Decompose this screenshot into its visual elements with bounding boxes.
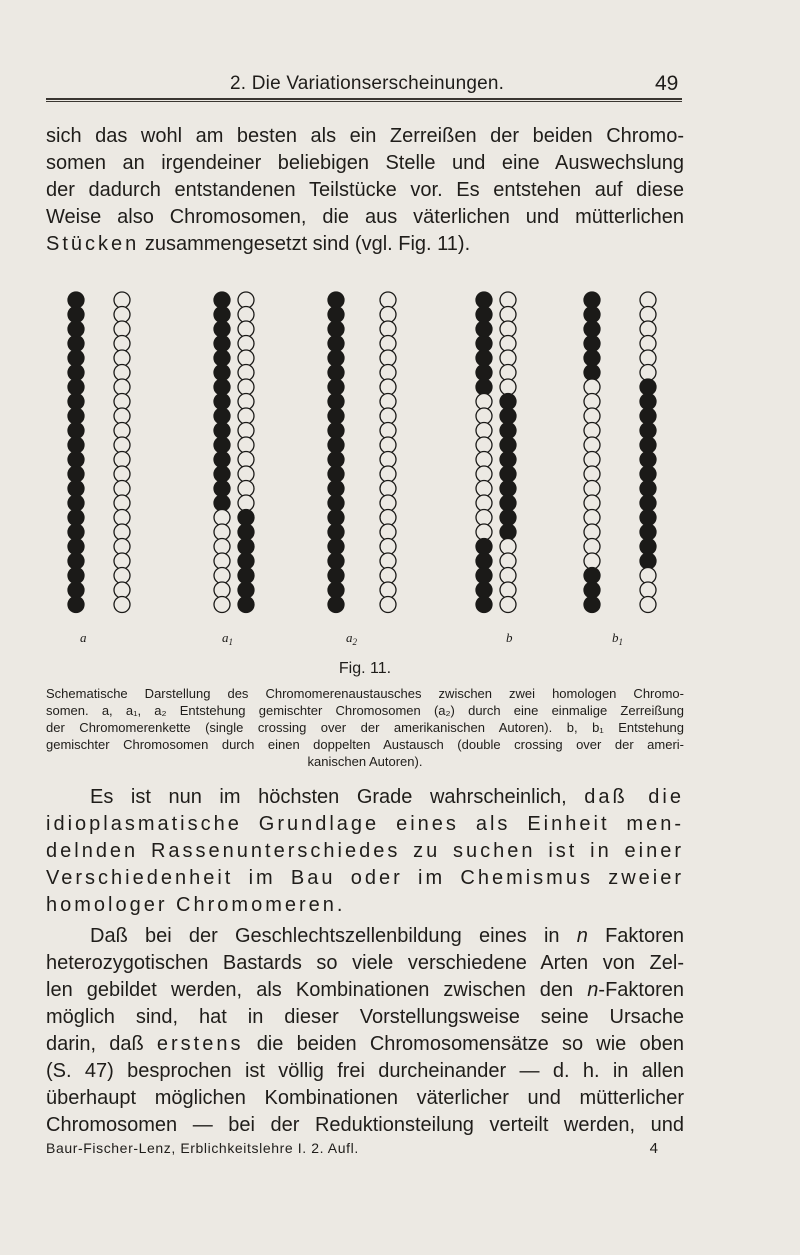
figure-label: a [80,630,87,645]
chromomere-black [500,423,516,439]
chromomere-black [500,437,516,453]
chromomere-black [584,336,600,352]
chromomere-black [68,597,84,613]
chromomere-white [114,481,130,497]
chromomere-black [68,423,84,439]
chromomere-white [238,350,254,366]
chromomere-white [114,365,130,381]
chromomere-black [584,307,600,323]
chromomere-white [476,408,492,424]
caption-line: Schematische Darstellung des Chromomerenaustausches zwischen zwei homologen Chromo- [46,686,684,701]
chromomere-white [114,408,130,424]
text-line: Verschiedenheit im Bau oder im Chemismus zweier [46,867,684,889]
text-line: der dadurch entstandenen Teilstücke vor. Es entstehen auf diese [46,179,684,201]
chromomere-black [214,307,230,323]
chromomere-black [68,292,84,308]
chromomere-black [328,350,344,366]
chromomere-black [476,568,492,584]
chromomere-black [328,321,344,337]
chromomere-white [500,307,516,323]
chromomere-white [380,510,396,526]
chromomere-white [238,336,254,352]
caption-line: somen. a, a₁, a₂ Entstehung gemischter Chromosomen (a₂) durch eine einmalige Zerreißung [46,703,684,718]
chromomere-white [584,524,600,540]
chromomere-white [500,379,516,395]
chromomere-black [640,481,656,497]
chromomere-black [214,321,230,337]
text-line [46,923,684,950]
chromomere-black [214,350,230,366]
chromomere-white [114,539,130,555]
chromosome-pair [68,292,130,613]
chromomere-black [584,582,600,598]
chromomere-black [68,437,84,453]
chromomere-white [584,466,600,482]
chromomere-black [640,379,656,395]
chromomere-white [584,408,600,424]
chromomere-black [214,495,230,511]
chromomere-white [238,292,254,308]
chromomere-black [328,365,344,381]
chromomere-white [640,307,656,323]
chromomere-white [380,539,396,555]
chromomere-black [640,495,656,511]
running-header-title: 2. Die Variationserscheinungen. [230,73,505,94]
chromomere-black [214,408,230,424]
text-line: somen an irgendeiner beliebigen Stelle und eine Auswechslung [46,152,684,174]
chromomere-white [380,582,396,598]
chromomere-black [328,553,344,569]
chromomere-white [380,379,396,395]
chromomere-white [114,568,130,584]
chromomere-white [584,379,600,395]
chromomere-black [214,481,230,497]
chromomere-black [328,510,344,526]
chromomere-white [500,539,516,555]
chromomere-white [476,466,492,482]
chromomere-white [238,307,254,323]
text-line: heterozygotischen Bastards so viele verschiedene Arten von Zel- [46,952,684,974]
chromomere-white [380,524,396,540]
chromomere-white [640,582,656,598]
chromomere-white [640,292,656,308]
chromomere-black [328,379,344,395]
chromomere-black [68,553,84,569]
chromomere-black [214,437,230,453]
chromomere-black [214,452,230,468]
figure-label: $b_1$ [612,630,623,647]
chromomere-white [584,423,600,439]
chromomere-white [238,365,254,381]
chromomere-white [380,365,396,381]
chromomere-white [114,394,130,410]
chromomere-white [238,466,254,482]
chromomere-white [238,495,254,511]
chromomere-black [68,481,84,497]
chromomere-white [380,452,396,468]
chromomere-white [114,423,130,439]
chromomere-black [476,292,492,308]
text-fragment: Daß bei der Geschlechtszellenbildung eines in [90,925,560,947]
chromomere-black [584,568,600,584]
paragraph-1 [46,123,684,258]
chromomere-black [214,423,230,439]
text-fragment: zusammengesetzt sind (vgl. Fig. 11). [144,233,471,255]
chromomere-white [640,568,656,584]
figure-caption [46,685,684,770]
chromomere-white [500,568,516,584]
chromomere-white [114,336,130,352]
chromomere-white [476,510,492,526]
caption-line: der Chromomerenkette (single crossing over der amerikanischen Autoren). b, b₁ Entstehung [46,720,684,735]
chromomere-white [640,597,656,613]
chromomere-white [640,365,656,381]
chromomere-white [380,423,396,439]
chromomere-black [68,466,84,482]
chromosome-pair [214,292,254,613]
chromomere-white [114,582,130,598]
chromomere-black [328,423,344,439]
chromomere-black [68,350,84,366]
chromomere-white [380,437,396,453]
chromomere-white [380,350,396,366]
chromomere-black [476,321,492,337]
chromomere-black [68,524,84,540]
italic-variable: n [576,925,588,947]
chromomere-white [640,336,656,352]
chromomere-white [238,408,254,424]
chromomere-white [500,582,516,598]
chromomere-black [328,568,344,584]
footer-citation: Baur-Fischer-Lenz, Erblichkeitslehre I. 2. Aufl. [46,1140,359,1156]
chromomere-black [640,423,656,439]
text-fragment: darin, daß [46,1033,144,1055]
chromomere-white [380,481,396,497]
caption-line: gemischter Chromosomen durch einen doppelten Austausch (double crossing over der ameri- [46,737,684,752]
figure-title: Fig. 11. [338,660,392,677]
chromomere-white [114,510,130,526]
chromomere-white [584,495,600,511]
chromomere-white [380,466,396,482]
chromomere-white [238,452,254,468]
chromomere-black [500,524,516,540]
header-rule [46,98,682,100]
figure-label: b [506,630,513,645]
text-line: delnden Rassenunterschiedes zu suchen ist in einer [46,840,684,862]
chromomere-black [68,321,84,337]
chromomere-black [640,510,656,526]
chromomere-black [476,379,492,395]
chromomere-white [584,452,600,468]
chromomere-black [476,553,492,569]
chromomere-white [114,379,130,395]
chromosome-pair [584,292,656,613]
chromomere-white [114,292,130,308]
chromomere-black [500,495,516,511]
chromomere-black [68,568,84,584]
chromomere-black [500,481,516,497]
text-fragment: die beiden Chromosomensätze so wie oben [256,1033,684,1055]
chromomere-black [328,481,344,497]
text-fragment: -Faktoren [598,979,684,1001]
chromomere-black [640,437,656,453]
text-fragment: len gebildet werden, als Kombinationen zwischen den [46,979,574,1001]
caption-line: kanischen Autoren). [307,754,423,769]
chromomere-white [476,394,492,410]
chromomere-white [380,597,396,613]
chromomere-white [584,510,600,526]
chromomere-white [476,423,492,439]
chromomere-white [114,437,130,453]
figure-label-subscript: 2 [352,637,357,647]
chromomere-white [238,423,254,439]
chromomere-white [640,350,656,366]
italic-variable: n [587,979,599,1001]
text-line: überhaupt möglichen Kombinationen väterlicher und mütterlicher [46,1087,684,1109]
chromomere-white [380,336,396,352]
text-fragment: Es ist nun im höchsten Grade wahrscheinlich, [90,786,567,808]
chromomere-black [500,466,516,482]
chromomere-black [328,336,344,352]
chromomere-black [214,292,230,308]
chromomere-black [238,510,254,526]
chromomere-white [380,568,396,584]
chromosome-pair [328,292,396,613]
chromomere-white [584,539,600,555]
chromomere-white [380,408,396,424]
chromomere-white [476,452,492,468]
text-line [46,1031,684,1058]
signature-mark: 4 [649,1140,658,1157]
chromomere-black [584,321,600,337]
chromomere-white [476,481,492,497]
chromomere-black [328,582,344,598]
chromomere-white [584,437,600,453]
text-line: Weise also Chromosomen, die aus väterlichen und mütterlichen [46,206,684,228]
chromomere-white [214,539,230,555]
chromomere-black [476,597,492,613]
chromomere-black [214,336,230,352]
chromosome-figure [40,280,700,660]
text-line: homologer Chromomeren. [46,894,346,916]
chromomere-black [584,597,600,613]
chromomere-black [238,539,254,555]
chromomere-black [68,582,84,598]
text-line: sich das wohl am besten als ein Zerreißen der beiden Chromo- [46,125,684,147]
chromomere-black [238,568,254,584]
chromomere-white [238,394,254,410]
chromomere-black [68,336,84,352]
figure-label: $a_2$ [346,630,357,647]
chromomere-white [114,553,130,569]
chromomere-black [328,539,344,555]
chromomere-black [640,524,656,540]
chromomere-white [114,597,130,613]
chromomere-white [500,336,516,352]
text-fragment: Faktoren [605,925,684,947]
chromomere-white [380,321,396,337]
chromomere-white [214,510,230,526]
chromomere-white [114,452,130,468]
chromomere-black [68,510,84,526]
chromomere-black [500,452,516,468]
chromomere-white [476,437,492,453]
chromomere-black [640,394,656,410]
chromomere-black [584,365,600,381]
chromomere-black [68,379,84,395]
spaced-phrase: daß die [584,786,684,808]
chromomere-black [214,365,230,381]
chromomere-black [476,365,492,381]
chromomere-black [328,452,344,468]
chromomere-white [584,553,600,569]
chromomere-black [476,336,492,352]
chromomere-black [68,539,84,555]
chromomere-black [476,350,492,366]
chromomere-black [328,495,344,511]
chromomere-white [500,321,516,337]
figure-label: $a_1$ [222,630,233,647]
chromomere-black [238,553,254,569]
chromomere-black [500,408,516,424]
chromomere-black [68,394,84,410]
chromomere-white [214,568,230,584]
chromomere-white [214,524,230,540]
text-line [46,977,684,1004]
chromomere-white [238,321,254,337]
chromomere-black [584,292,600,308]
chromomere-black [584,350,600,366]
chromomere-black [68,452,84,468]
figure-drawing [40,280,700,660]
chromomere-black [68,307,84,323]
figure-label-subscript: 1 [618,637,623,647]
chromomere-black [640,539,656,555]
chromomere-black [640,466,656,482]
chromomere-white [380,495,396,511]
text-line: (S. 47) besprochen ist völlig frei durcheinander — d. h. in allen [46,1060,684,1082]
text-line: möglich sind, hat in dieser Vorstellungsweise seine Ursache [46,1006,684,1028]
chromomere-white [500,292,516,308]
chromomere-black [640,452,656,468]
chromomere-black [500,394,516,410]
chromomere-white [114,466,130,482]
paragraph-3 [46,923,684,1139]
chromomere-black [68,495,84,511]
chromomere-white [114,524,130,540]
chromomere-white [238,481,254,497]
chromomere-black [68,365,84,381]
chromomere-white [380,307,396,323]
chromomere-white [500,553,516,569]
chromomere-white [114,321,130,337]
chromomere-black [328,466,344,482]
chromomere-black [328,437,344,453]
chromomere-white [114,350,130,366]
page-number: 49 [655,72,679,95]
chromomere-white [476,524,492,540]
chromomere-white [214,582,230,598]
chromomere-white [584,394,600,410]
chromomere-white [584,481,600,497]
chromomere-black [214,379,230,395]
chromomere-white [114,307,130,323]
header-rule-thin [46,101,682,102]
chromomere-black [328,307,344,323]
chromomere-black [238,582,254,598]
chromomere-black [476,307,492,323]
text-line: Chromosomen — bei der Reduktionsteilung verteilt werden, und [46,1114,684,1136]
chromomere-black [214,466,230,482]
text-line [46,784,684,811]
chromomere-white [214,553,230,569]
chromomere-white [500,597,516,613]
chromosome-pair [476,292,516,613]
chromomere-black [640,553,656,569]
chromomere-white [476,495,492,511]
chromomere-white [114,495,130,511]
chromomere-black [328,292,344,308]
paragraph-2 [46,784,684,919]
text-line [46,231,684,258]
spaced-word: erstens [156,1033,244,1055]
chromomere-black [214,394,230,410]
chromomere-black [328,408,344,424]
chromomere-black [500,510,516,526]
chromomere-black [238,597,254,613]
chromomere-black [68,408,84,424]
chromomere-white [500,365,516,381]
chromomere-black [328,394,344,410]
chromomere-black [328,524,344,540]
figure-label-subscript: 1 [228,637,233,647]
chromomere-white [238,379,254,395]
chromomere-black [238,524,254,540]
chromomere-black [476,582,492,598]
spaced-word: Stücken [46,233,140,255]
chromomere-black [328,597,344,613]
chromomere-white [214,597,230,613]
chromomere-white [380,553,396,569]
chromomere-black [476,539,492,555]
chromomere-white [238,437,254,453]
chromomere-white [380,292,396,308]
chromomere-white [500,350,516,366]
page-footer [46,1140,686,1156]
text-line: idioplasmatische Grundlage eines als Einheit men- [46,813,684,835]
chromomere-black [640,408,656,424]
chromomere-white [380,394,396,410]
chromomere-white [640,321,656,337]
